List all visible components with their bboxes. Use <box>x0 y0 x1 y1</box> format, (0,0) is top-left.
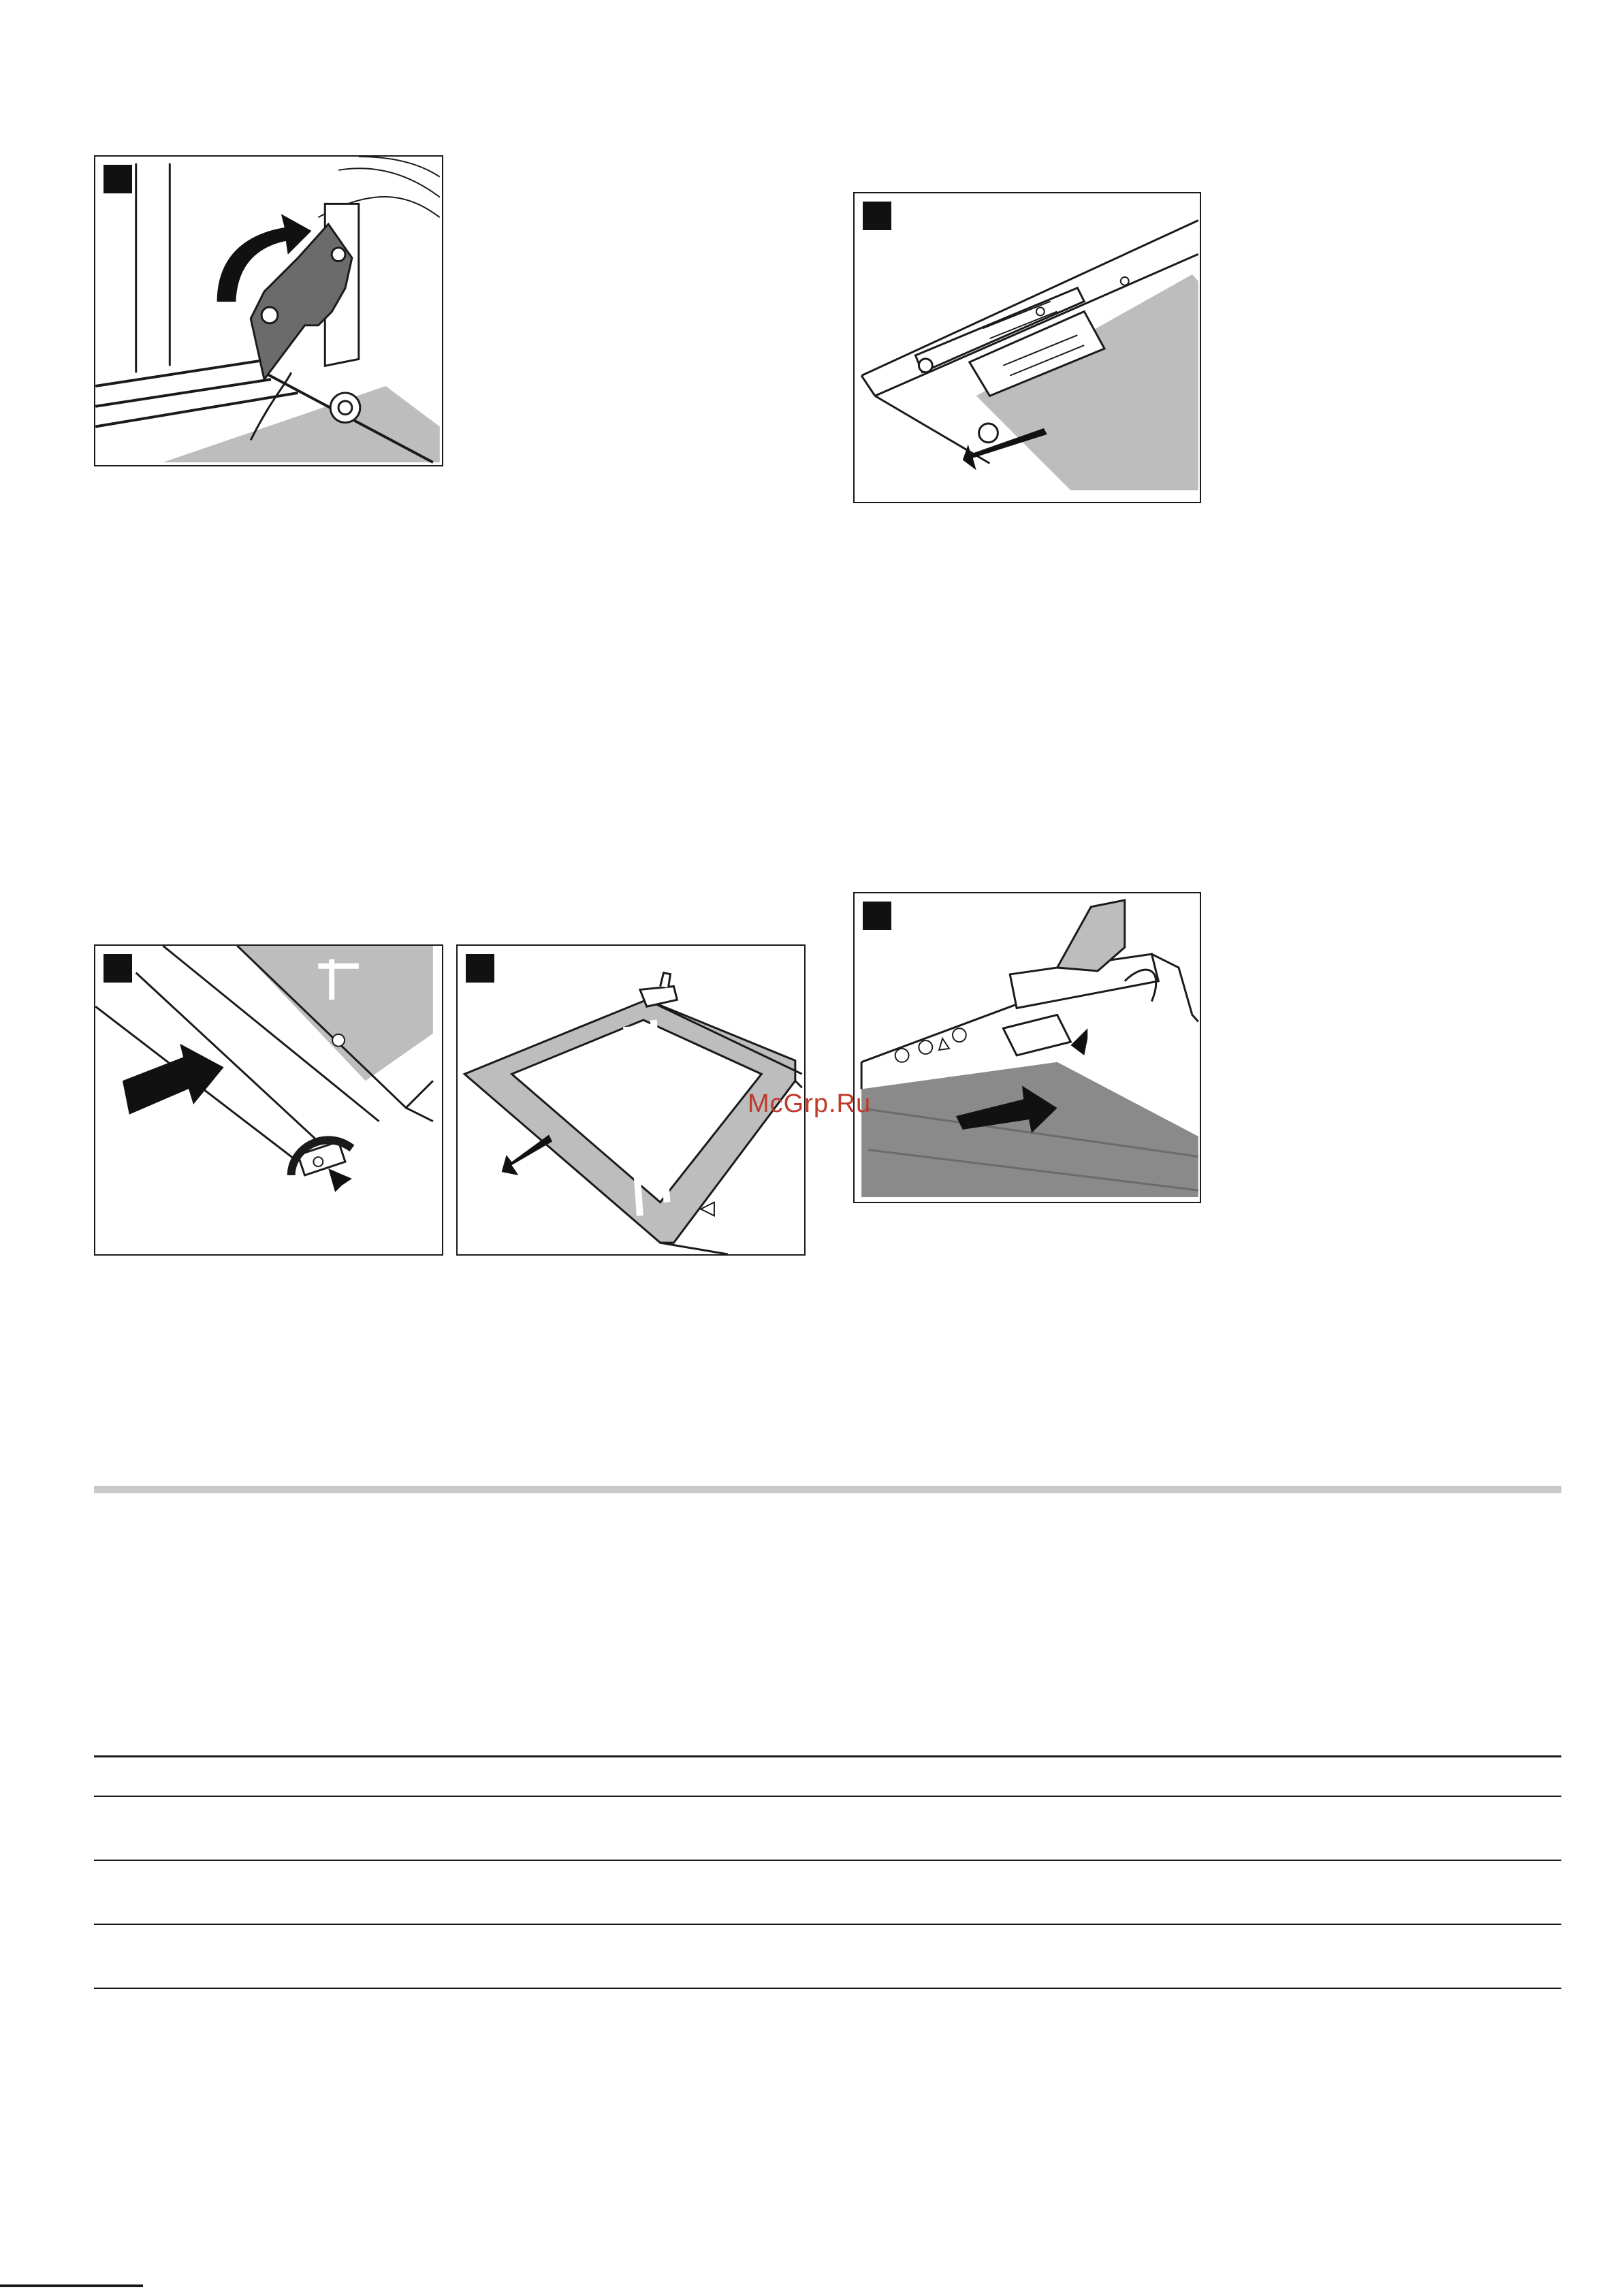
table-row-rule <box>94 1860 1561 1861</box>
bracket-release-figure <box>853 192 1201 503</box>
watermark: McGrp.Ru <box>748 1089 872 1118</box>
step-marker <box>104 954 132 983</box>
step-marker <box>466 954 494 983</box>
bracket-insert-illustration <box>855 893 1200 1202</box>
table-row-rule <box>94 1924 1561 1925</box>
step-marker <box>863 902 891 930</box>
bracket-insert-figure <box>853 892 1201 1203</box>
table-bottom-rule <box>94 1988 1561 1989</box>
hinge-lever-illustration <box>95 157 442 465</box>
hinge-lever-figure <box>94 155 443 466</box>
table-row-rule <box>94 1796 1561 1797</box>
table-top-rule <box>94 1755 1561 1757</box>
section-separator <box>94 1486 1561 1493</box>
step-marker <box>863 202 891 230</box>
bracket-release-illustration <box>855 193 1200 502</box>
door-rail-illustration <box>95 946 442 1254</box>
footer-mark <box>0 2284 143 2287</box>
door-rail-figure <box>94 944 443 1256</box>
step-marker <box>104 165 132 193</box>
